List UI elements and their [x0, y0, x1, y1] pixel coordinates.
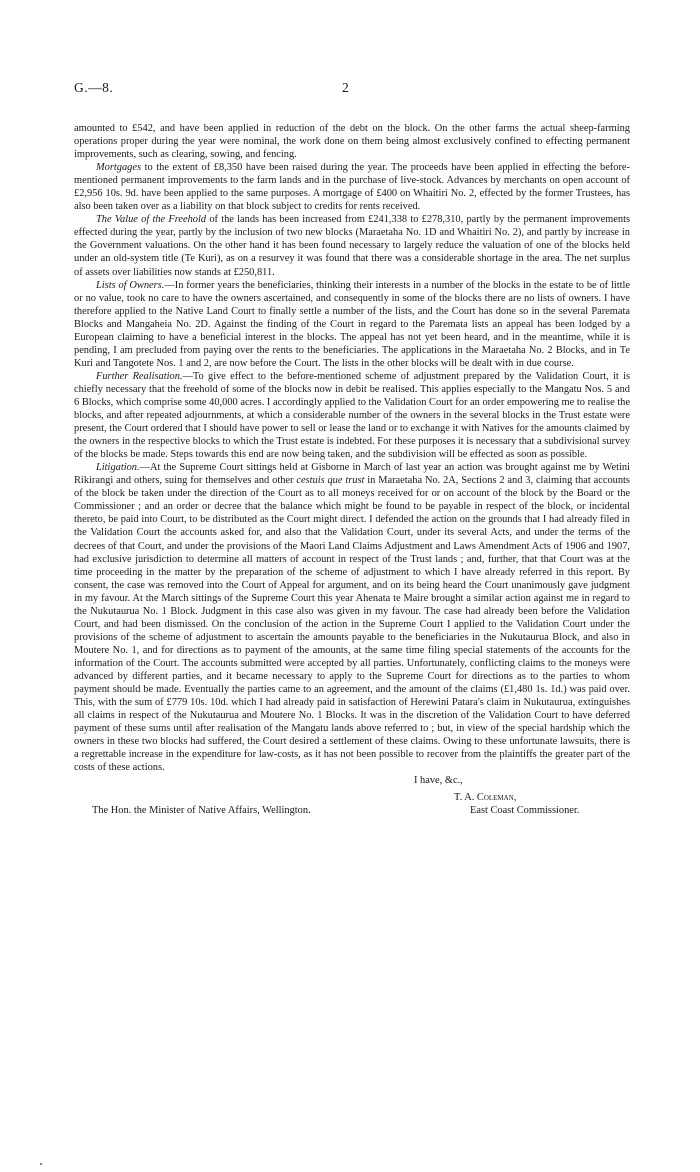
text-run: —In former years the beneficiaries, thinking their interests in a number of the blocks in the estate to be of little or no value, took no care to have the owners ascertained, and consequently in some of the blocks there are no lists of owners. I have therefore applied to the Native Land Court to finally settle a number of the lists, and the Court has done so in the several Paremata Blocks and Mangaheia No. 2D. Against the finding of the Court in regard to the Paremata lists an appeal has been lodged by a European claiming to have a beneficial interest in the blocks. The appeal has not yet been heard, and in the meantime, while it is pending, I am precluded from paying over the rents to the beneficiaries. The applications in the Maraetaha No. 2 Blocks, and in Te Kuri and Tangotete Nos. 1 and 2, are now before the Court. The lists in the other blocks will be dealt with in due course. [74, 279, 631, 369]
italic-run: cestuis que trust [296, 475, 365, 487]
page-header [74, 80, 630, 102]
signatory-title: East Coast Commissioner. [470, 805, 580, 817]
italic-run: Litigation. [96, 462, 140, 474]
document-reference: G.—8. [74, 80, 114, 95]
paragraph [74, 122, 630, 161]
italic-run: Lists of Owners. [96, 279, 165, 291]
signatory-name: T. A. Coleman, [454, 792, 517, 804]
italic-run: The Value of the Freehold [96, 214, 207, 226]
italic-run: Mortgages [96, 162, 142, 174]
document-page [74, 80, 630, 818]
paragraph [74, 161, 630, 213]
paragraph [74, 279, 630, 370]
paragraph [74, 213, 630, 278]
italic-run: Further Realisation. [96, 370, 183, 382]
text-run: in Maraetaha No. 2A, Sections 2 and 3, claiming that accounts of the block be taken under the direction of the Court as to all moneys received for or on account of the block by the Board or the Commissioner ; and an order or decree that the balance which might be found to be payable in respect of the block, or incidental thereto, be paid into Court, to be distributed as the Court might direct. I defended the action on the grounds that I had already filed in the Validation Court the accounts asked for, and also that the Validation Court, under its several Acts, and under the terms of the decrees of that Court, and under the provisions of the Maori Land Claims Adjustment and Laws Amendment Acts of 1906 and 1907, had exclusive jurisdiction to determine all matters of account in respect of the Trust lands ; and, further, that that Court was at the time proceeding in the matter by the preparation of the scheme of adjustment to which I have already referred in this report. By consent, the case was removed into the Court of Appeal for argument, and on its being heard the Court unanimously gave judgment in my favour. At the March sittings of the Supreme Court this year Ahenata te Maire brought a similar action against me in regard to the Nukutaurua No. 1 Block. Judgment in this case also was given in my favour. The case had already been before the Validation Court, and had been dismissed. On the conclusion of the action in the Supreme Court I applied to the Validation Court under the provisions of the scheme of adjustment to ascertain the amounts payable to the beneficiaries in the Nukutaurua Block, and also in Moutere No. 1, and for directions as to payment of the amounts, at the same time filing special statements of the accounts for the information of the Court. The accounts submitted were accepted by all parties. Unfortunately, conflicting claims to the moneys were advanced by different parties, and it became necessary to apply to the Supreme Court for directions as to the parties to whom payment should be made. Eventually the parties came to an agreement, and the amount of the claims (£1,480 1s. 1d.) was paid over. This, with the sum of £779 10s. 10d. which I had already paid in satisfaction of Herewini Patara's claim in Nukutaurua, extinguishes all claims in respect of the Nukutaurua and Moutere No. 1 Blocks. It was in the discretion of the Validation Court to have deferred payment of these sums until after realisation of the Mangatu lands above referred to ; but, in view of the special hardship which the owners in these two blocks had suffered, the Court desired a settlement of these claims. Owing to these unfortunate lawsuits, there is a regrettable increase in the expenditure for law-costs, as it has not been possible to recover from the plaintiffs the greater part of the costs of these actions. [74, 475, 630, 774]
paragraph [74, 370, 630, 461]
text-run: —At the Supreme Court sittings held at Gisborne in March of last year an action was brought against me by Wetini Rikirangi and others, suing for themselves and other [74, 462, 630, 487]
addressee: The Hon. the Minister of Native Affairs, Wellington. [92, 805, 311, 817]
closing-salutation-row [74, 774, 630, 788]
text-run: amounted to £542, and have been applied in reduction of the debt on the block. On the other farms the actual sheep-farming operations proper during the year were nominal, the work done on them being almost exclusively confined to effecting permanent improvements, such as clearing, sowing, and fencing. [74, 123, 630, 161]
salutation: I have, &c., [414, 775, 463, 787]
paragraph [74, 461, 630, 774]
margin-mark [40, 1163, 42, 1165]
text-run: to the extent of £8,350 have been raised during the year. The proceeds have been applied in effecting the before-mentioned permanent improvements to the farm lands and in the purchase of live-stock. Advances by merchants on open account of £2,956 10s. 9d. have been applied to the same purposes. A mortgage of £400 on Whaitiri No. 2, effected by the former Trustees, has also been taken over as a liability on that block subject to credits for rents received. [74, 162, 630, 213]
text-run: —To give effect to the before-mentioned scheme of adjustment prepared by the Validation Court, it is chiefly necessary that the freehold of some of the blocks now in debit be realised. This applies especially to the Mangatu Nos. 5 and 6 Blocks, which comprise some 40,000 acres. I accordingly applied to the Validation Court for an order empowering me to realise the blocks, and after repeated adjournments, at which a considerable number of the owners in the several blocks in the Trust estate were present, the Court ordered that I should have power to sell or lease the land or to exchange it with Natives for the amounts claimed by the owners in the respective blocks to which the Trust estate is indebted. For these purposes it is necessary that a subdivisional survey of the blocks be made. Steps towards this end are now being taken, and the subdivision will be effected as soon as possible. [74, 370, 630, 461]
signature-row [74, 791, 630, 804]
text-run: of the lands has been increased from £241,338 to £278,310, partly by the permanent improvements effected during the year, partly by the inclusion of two new blocks (Maraetaha No. 1D and Whaitiri No. 2), and partly by increase in the Government valuations. On the other hand it has been found necessary to largely reduce the valuation of one of the blocks held under an old-system title (Te Kuri), as on a resurvey it was found that there was a considerable shortage in the area. The net surplus of assets over liabilities now stands at £250,811. [74, 214, 630, 278]
report-body [74, 122, 630, 774]
address-row [74, 804, 630, 818]
page-number: 2 [342, 80, 349, 95]
